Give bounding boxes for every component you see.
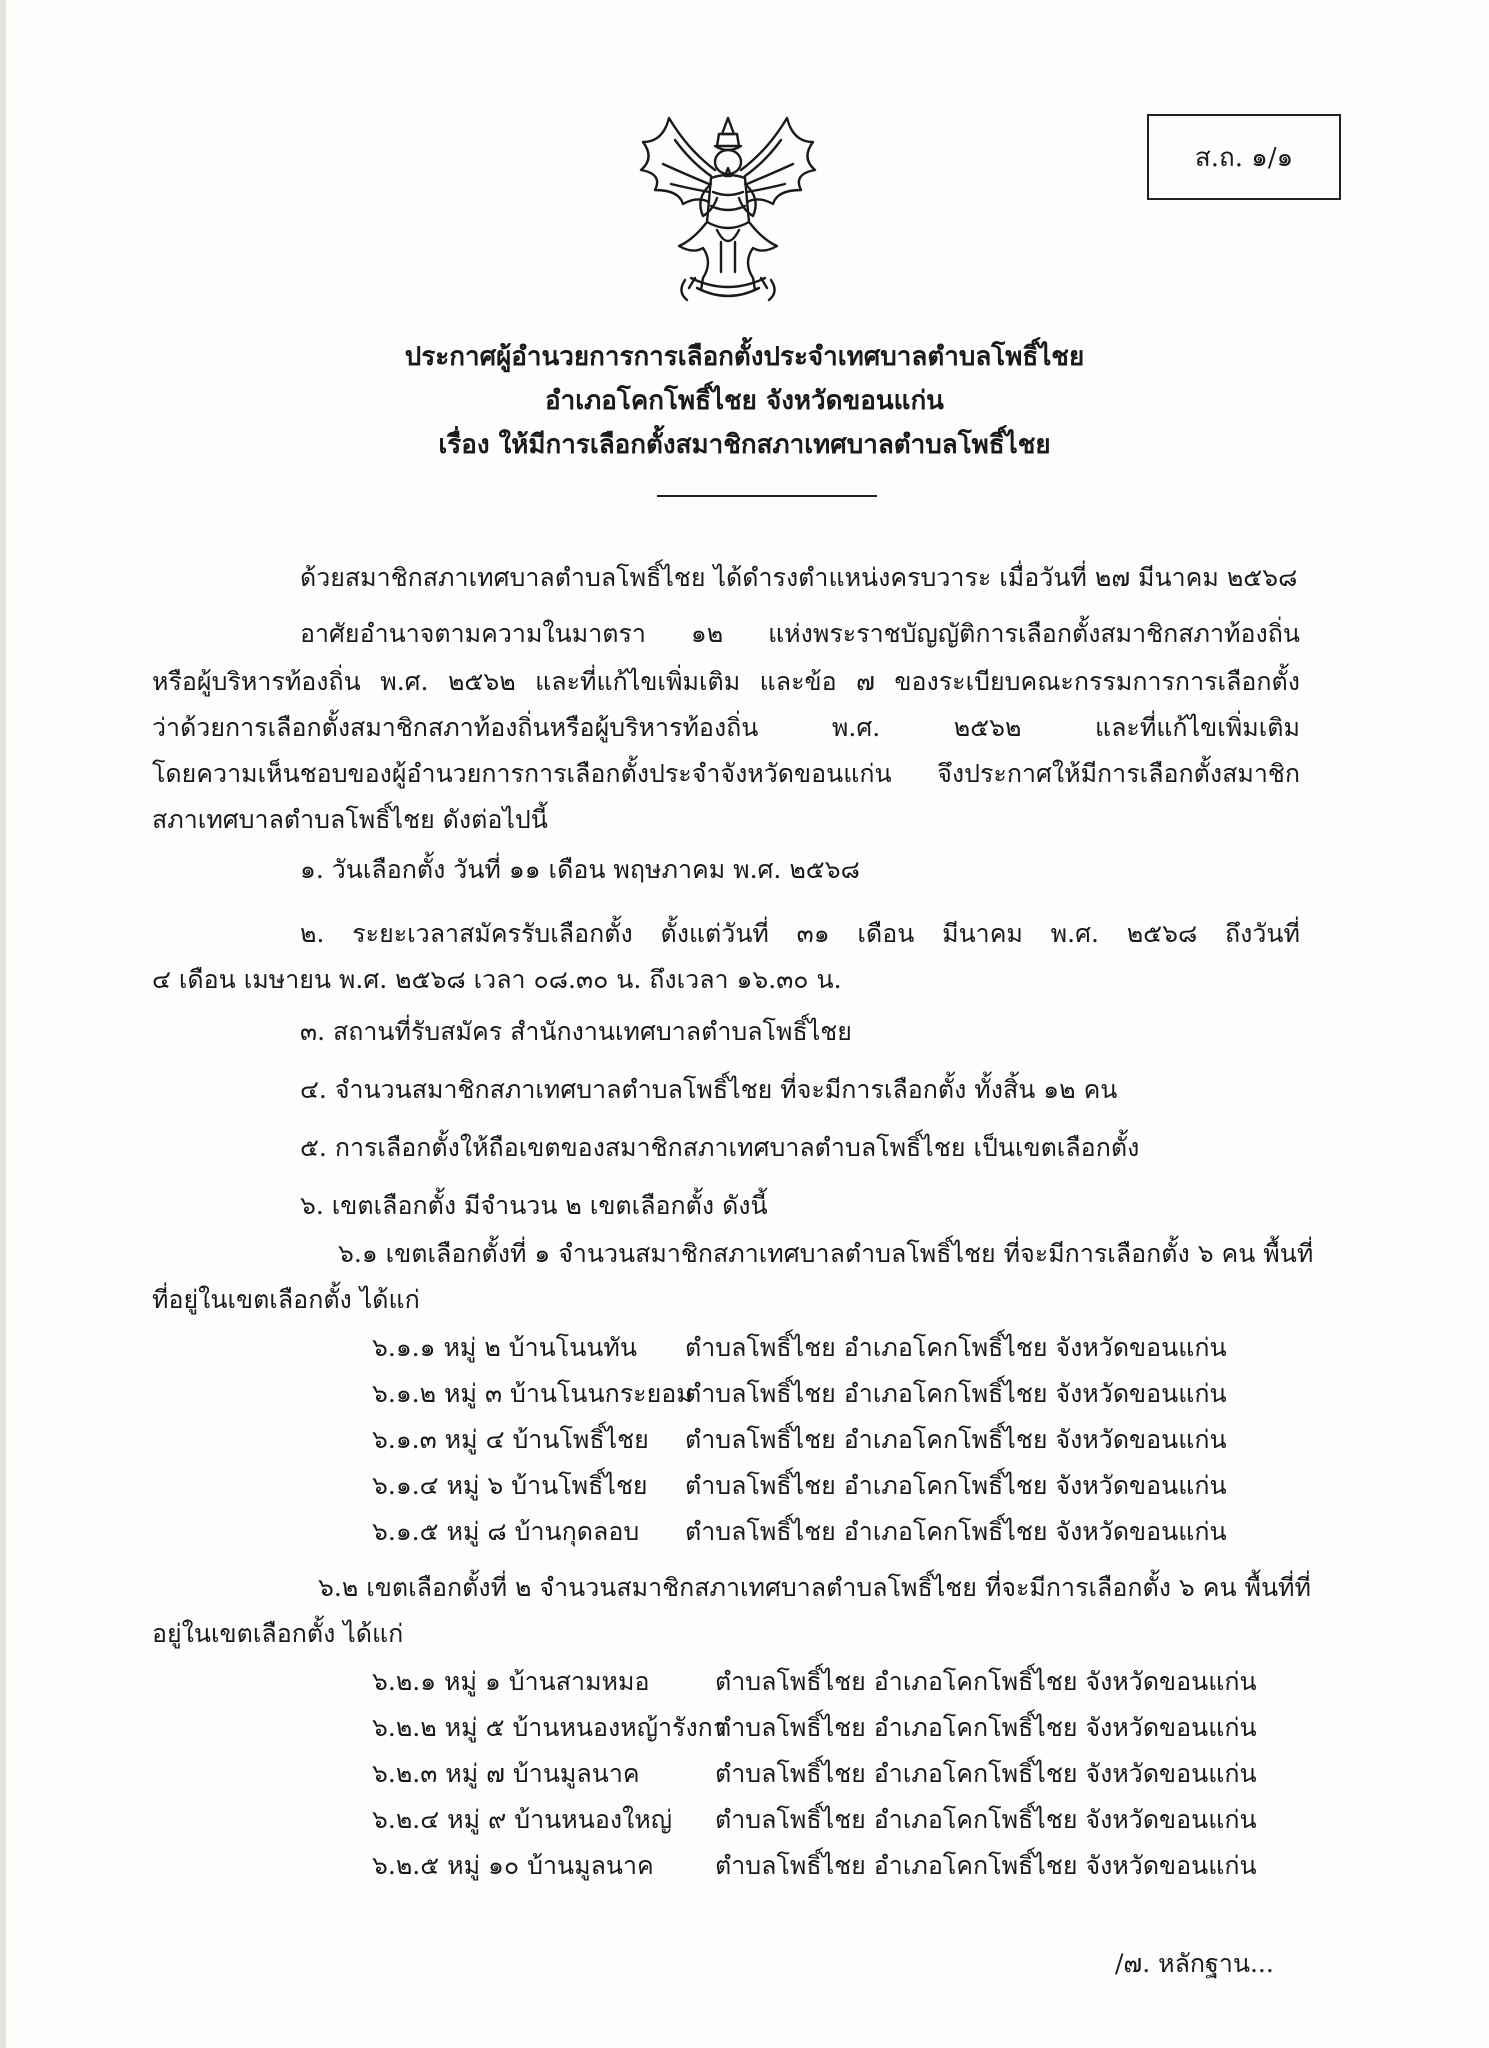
garuda-emblem-icon xyxy=(633,112,823,310)
district-2-village-1: ๖.๒.๑ หมู่ ๑ บ้านสามหมอ xyxy=(372,1667,650,1696)
district-1-village-5: ๖.๑.๕ หมู่ ๘ บ้านกุดลอบ xyxy=(372,1517,640,1546)
district-2-village-3: ๖.๒.๓ หมู่ ๗ บ้านมูลนาค xyxy=(372,1759,640,1788)
item-6: ๖. เขตเลือกตั้ง มีจำนวน ๒ เขตเลือกตั้ง ดังนี้ xyxy=(300,1191,768,1220)
district-1-village-5-location: ตำบลโพธิ์ไชย อำเภอโคกโพธิ์ไชย จังหวัดขอนแก่น xyxy=(685,1517,1227,1546)
authority-line-4: โดยความเห็นชอบของผู้อำนวยการการเลือกตั้งประจำจังหวัดขอนแก่น จึงประกาศให้มีการเลือกตั้งสมาชิก xyxy=(152,759,1300,788)
authority-line-3: ว่าด้วยการเลือกตั้งสมาชิกสภาท้องถิ่นหรือผู้บริหารท้องถิ่น พ.ศ. ๒๕๖๒ และที่แก้ไขเพิ่มเติม xyxy=(152,713,1300,742)
district-1-village-3: ๖.๑.๓ หมู่ ๔ บ้านโพธิ์ไชย xyxy=(372,1425,649,1454)
district-2-village-2-location: ตำบลโพธิ์ไชย อำเภอโคกโพธิ์ไชย จังหวัดขอนแก่น xyxy=(715,1713,1257,1742)
form-code-box xyxy=(1147,114,1341,200)
district-1-village-2: ๖.๑.๒ หมู่ ๓ บ้านโนนกระยอม xyxy=(372,1379,693,1408)
item-4: ๔. จำนวนสมาชิกสภาเทศบาลตำบลโพธิ์ไชย ที่จะมีการเลือกตั้ง ทั้งสิ้น ๑๒ คน xyxy=(300,1075,1118,1104)
district-2-village-4-location: ตำบลโพธิ์ไชย อำเภอโคกโพธิ์ไชย จังหวัดขอนแก่น xyxy=(715,1805,1257,1834)
item-3: ๓. สถานที่รับสมัคร สำนักงานเทศบาลตำบลโพธิ์ไชย xyxy=(300,1017,852,1046)
district-2-village-2: ๖.๒.๒ หมู่ ๕ บ้านหนองหญ้ารังกา xyxy=(372,1713,727,1742)
district-1-line-1: ๖.๑ เขตเลือกตั้งที่ ๑ จำนวนสมาชิกสภาเทศบาลตำบลโพธิ์ไชย ที่จะมีการเลือกตั้ง ๖ คน พื้นที่ xyxy=(338,1239,1314,1268)
intro-paragraph: ด้วยสมาชิกสภาเทศบาลตำบลโพธิ์ไชย ได้ดำรงตำแหน่งครบวาระ เมื่อวันที่ ๒๗ มีนาคม ๒๕๖๘ xyxy=(300,563,1298,592)
district-1-village-4-location: ตำบลโพธิ์ไชย อำเภอโคกโพธิ์ไชย จังหวัดขอนแก่น xyxy=(685,1471,1227,1500)
district-2-village-1-location: ตำบลโพธิ์ไชย อำเภอโคกโพธิ์ไชย จังหวัดขอนแก่น xyxy=(715,1667,1257,1696)
district-1-village-3-location: ตำบลโพธิ์ไชย อำเภอโคกโพธิ์ไชย จังหวัดขอนแก่น xyxy=(685,1425,1227,1454)
district-1-line-2: ที่อยู่ในเขตเลือกตั้ง ได้แก่ xyxy=(152,1285,420,1314)
title-line-3: เรื่อง ให้มีการเลือกตั้งสมาชิกสภาเทศบาลตำบลโพธิ์ไชย xyxy=(438,430,1051,460)
district-1-village-4: ๖.๑.๔ หมู่ ๖ บ้านโพธิ์ไชย xyxy=(372,1471,648,1500)
authority-line-1: อาศัยอำนาจตามความในมาตรา ๑๒ แห่งพระราชบัญญัติการเลือกตั้งสมาชิกสภาท้องถิ่น xyxy=(300,619,1300,648)
district-2-village-5: ๖.๒.๕ หมู่ ๑๐ บ้านมูลนาค xyxy=(372,1851,654,1880)
district-2-village-5-location: ตำบลโพธิ์ไชย อำเภอโคกโพธิ์ไชย จังหวัดขอนแก่น xyxy=(715,1851,1257,1880)
authority-line-2: หรือผู้บริหารท้องถิ่น พ.ศ. ๒๕๖๒ และที่แก้ไขเพิ่มเติม และข้อ ๗ ของระเบียบคณะกรรมการการเลือกตั้ง xyxy=(152,667,1300,696)
title-divider xyxy=(657,495,877,497)
district-2-village-3-location: ตำบลโพธิ์ไชย อำเภอโคกโพธิ์ไชย จังหวัดขอนแก่น xyxy=(715,1759,1257,1788)
authority-line-5: สภาเทศบาลตำบลโพธิ์ไชย ดังต่อไปนี้ xyxy=(152,805,548,834)
form-code: ส.ถ. ๑/๑ xyxy=(1194,142,1294,173)
scan-edge xyxy=(0,0,6,2048)
item-2-line-2: ๔ เดือน เมษายน พ.ศ. ๒๕๖๘ เวลา ๐๘.๓๐ น. ถึงเวลา ๑๖.๓๐ น. xyxy=(152,965,842,994)
district-1-village-1: ๖.๑.๑ หมู่ ๒ บ้านโนนทัน xyxy=(372,1333,637,1362)
item-1: ๑. วันเลือกตั้ง วันที่ ๑๑ เดือน พฤษภาคม พ.ศ. ๒๕๖๘ xyxy=(300,855,860,884)
item-5: ๕. การเลือกตั้งให้ถือเขตของสมาชิกสภาเทศบาลตำบลโพธิ์ไชย เป็นเขตเลือกตั้ง xyxy=(300,1133,1140,1162)
district-1-village-1-location: ตำบลโพธิ์ไชย อำเภอโคกโพธิ์ไชย จังหวัดขอนแก่น xyxy=(685,1333,1227,1362)
continuation-marker: /๗. หลักฐาน... xyxy=(1115,1949,1274,1978)
district-2-line-2: อยู่ในเขตเลือกตั้ง ได้แก่ xyxy=(152,1619,404,1648)
district-1-village-2-location: ตำบลโพธิ์ไชย อำเภอโคกโพธิ์ไชย จังหวัดขอนแก่น xyxy=(685,1379,1227,1408)
district-2-line-1: ๖.๒ เขตเลือกตั้งที่ ๒ จำนวนสมาชิกสภาเทศบาลตำบลโพธิ์ไชย ที่จะมีการเลือกตั้ง ๖ คน พื้นที่ที่ xyxy=(318,1573,1312,1602)
title-line-1: ประกาศผู้อำนวยการการเลือกตั้งประจำเทศบาลตำบลโพธิ์ไชย xyxy=(404,342,1085,372)
title-line-2: อำเภอโคกโพธิ์ไชย จังหวัดขอนแก่น xyxy=(545,386,944,416)
district-2-village-4: ๖.๒.๔ หมู่ ๙ บ้านหนองใหญ่ xyxy=(372,1805,673,1834)
item-2-line-1: ๒. ระยะเวลาสมัครรับเลือกตั้ง ตั้งแต่วันที่ ๓๑ เดือน มีนาคม พ.ศ. ๒๕๖๘ ถึงวันที่ xyxy=(300,919,1300,948)
